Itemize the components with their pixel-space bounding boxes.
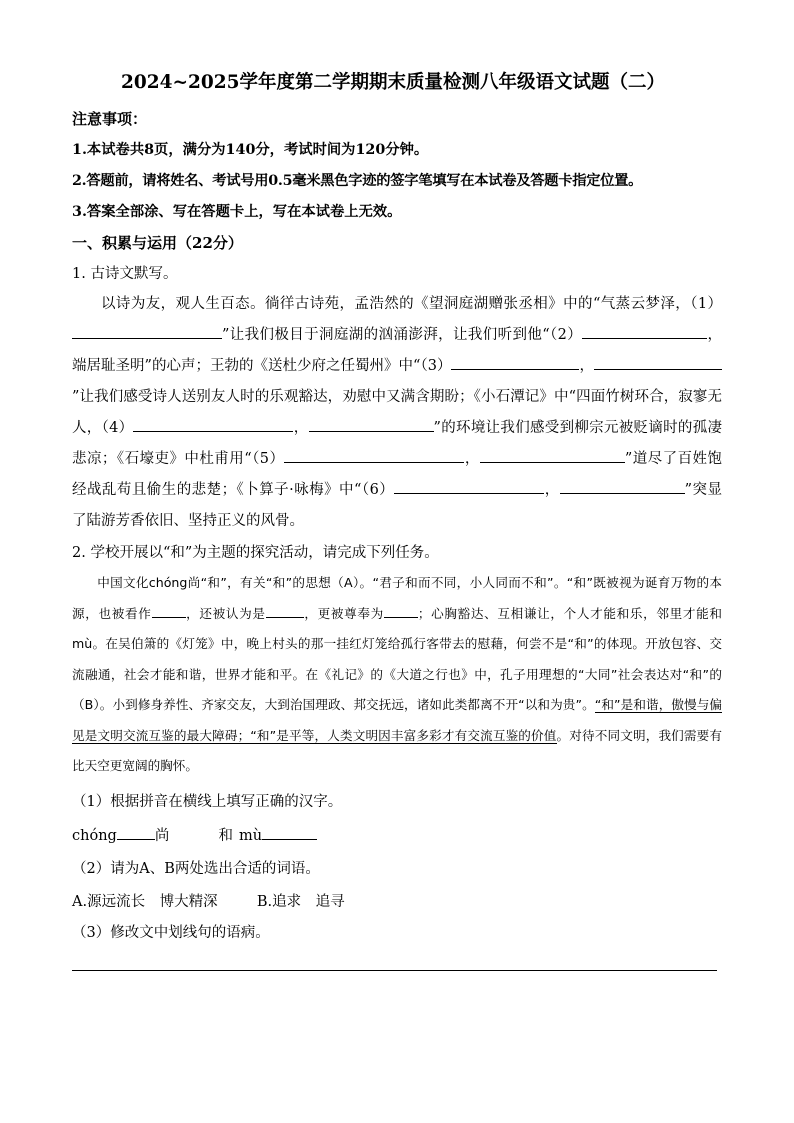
answer-blank-6a[interactable]	[394, 477, 544, 494]
passage-text: ；心胸豁达、互相谦让，个人才能和乐，邻里才能和mù。在吴伯箫的《灯笼》中，晚上村头的那一挂红灯笼给孤行客带去的慰藉，何尝不是“和”的体现。开放包容、交流融通，社会才能和谐，世界才能和平。在《礼记》的《大道之行也》中，孔子用理想的“大同”社会表达对“和”的（B）。小到修身养性、齐家交友，大到治国理政、邦交抚远，诸如此类都离不开“以和为贵”。	[72, 605, 723, 712]
passage-text: ，更被尊奉为	[303, 605, 384, 621]
question-2-sub-2: （2）请为A、B两处选出合适的词语。	[72, 860, 320, 877]
answer-blank-2[interactable]	[582, 322, 707, 339]
q1-text-part: ”让我们感受诗人送别友人时的乐观豁达，劝慰中又满含期盼；《小石潭记》中“四面竹树环合，寂寥无人，（4）	[72, 389, 722, 436]
question-2-sub-1: （1）根据拼音在横线上填写正确的汉字。	[72, 793, 343, 810]
q1-text-part: 以诗为友，观人生百态。徜徉古诗苑，孟浩然的《望洞庭湖赠张丞相》中的“气蒸云梦泽，（1）	[101, 296, 722, 312]
options-row	[72, 890, 722, 911]
reading-passage	[72, 568, 722, 782]
option-b: B.追求 追寻	[256, 893, 345, 910]
passage-blank-3[interactable]	[384, 604, 418, 618]
question-2-sub-3: （3）修改文中划线句的语病。	[72, 924, 270, 941]
answer-blank-3a[interactable]	[451, 353, 579, 370]
q1-text-part: ”道尽了百姓饱经战乱苟且偷生的悲楚；《卜算子·咏梅》中“（6）	[72, 451, 723, 498]
q1-text-part: ，	[544, 482, 560, 498]
answer-blank-5b[interactable]	[480, 446, 625, 463]
answer-line[interactable]	[72, 942, 717, 971]
notice-item-2: 2.答题前，请将姓名、考试号用0.5毫米黑色字迹的签字笔填写在本试卷及答题卡指定位置。	[72, 173, 643, 189]
answer-blank-5a[interactable]	[284, 446, 464, 463]
question-2-prompt: 2. 学校开展以“和”为主题的探究活动，请完成下列任务。	[72, 545, 439, 561]
notice-item-3: 3.答案全部涂、写在答题卡上，写在本试卷上无效。	[72, 204, 402, 220]
passage-blank-2[interactable]	[266, 604, 304, 618]
char-he: 和	[218, 827, 234, 844]
passage-text: 。对待不同文明，我们需要有比天空更宽阔的胸怀。	[72, 727, 722, 773]
pinyin-mu: mù	[239, 827, 263, 844]
answer-blank-6b[interactable]	[560, 477, 685, 494]
underlined-sentence: “和”是和谐，傲慢与偏见是文明交流互鉴的最大障碍；“和”是平等，人类文明因丰富多彩才有交流互鉴的价值	[72, 697, 722, 743]
char-blank-1[interactable]	[117, 823, 155, 840]
q1-text-part: ，端居耻圣明”的心声；王勃的《送杜少府之任蜀州》中“（3）	[72, 327, 722, 374]
passage-text: 中国文化chóng尚“和”，有关“和”的思想（A）。“君子和而不同，小人同而不和”。“和”既被视为诞育万物的本源，也被看作	[72, 575, 722, 621]
option-a: A.源远流长 博大精深	[72, 893, 218, 910]
exam-page	[72, 68, 722, 971]
question-1-text	[72, 289, 722, 537]
answer-blank-1[interactable]	[72, 322, 222, 339]
pinyin-row	[72, 823, 722, 845]
q1-text-part: ，	[579, 358, 594, 374]
answer-blank-4a[interactable]	[133, 415, 293, 432]
q1-text-part: ”让我们极目于洞庭湖的汹涌澎湃，让我们听到他“（2）	[222, 327, 583, 343]
q1-text-part: ，	[293, 420, 309, 436]
answer-blank-3b[interactable]	[594, 353, 722, 370]
page-title: 2024~2025学年度第二学期期末质量检测八年级语文试题（二）	[121, 72, 665, 93]
answer-blank-4b[interactable]	[309, 415, 434, 432]
char-shang: 尚	[154, 827, 170, 844]
passage-blank-1[interactable]	[152, 604, 186, 618]
notice-heading: 注意事项：	[72, 110, 148, 128]
q1-text-part: ”的环境让我们感受到柳宗元被贬谪时的孤凄悲凉；《石壕吏》中杜甫用“（5）	[72, 420, 722, 467]
section-heading: 一、积累与运用（22分）	[72, 234, 243, 252]
char-blank-2[interactable]	[262, 823, 317, 840]
passage-text: ，还被认为是	[185, 605, 266, 621]
pinyin-chong: chóng	[72, 827, 117, 844]
question-1-prompt: 1. 古诗文默写。	[72, 266, 178, 282]
notice-item-1: 1.本试卷共8页，满分为140分，考试时间为120分钟。	[72, 142, 429, 158]
q1-text-part: ，	[464, 451, 480, 467]
q1-text-part: ”突显了陆游芳香依旧、坚持正义的风骨。	[72, 482, 723, 529]
